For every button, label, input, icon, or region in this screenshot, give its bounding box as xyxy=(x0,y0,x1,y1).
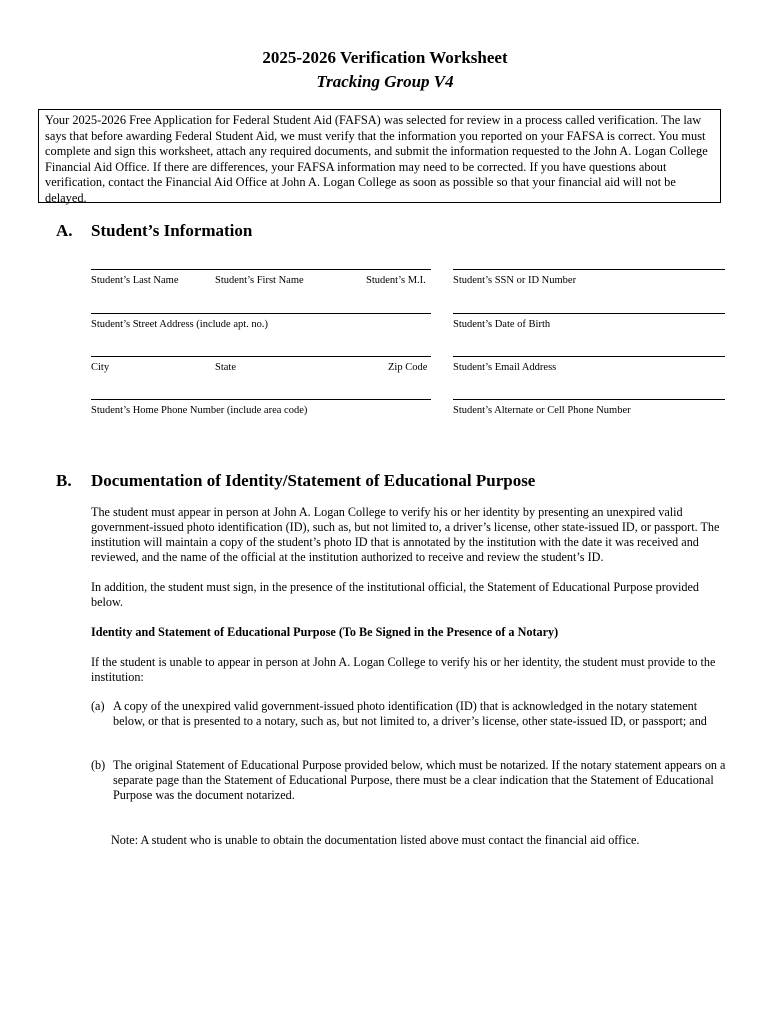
home-phone-input-line[interactable] xyxy=(91,399,431,400)
home-phone-label: Student’s Home Phone Number (include area code) xyxy=(91,405,308,416)
page-title: 2025-2026 Verification Worksheet xyxy=(262,48,508,67)
list-item-b-text: The original Statement of Educational Purpose provided below, which must be notarized. If the notary statement appears on a separate page than the Statement of Educational Purpose, there must be a clear indication that the Statement of Educational Purpose was the document notarized. xyxy=(113,758,726,802)
city-label: City xyxy=(91,362,110,373)
list-item-a-text: A copy of the unexpired valid government-issued photo identification (ID) that is acknowledged in the notary statement below, or that is presented to a notary, such as, but not limited to, a driver’s license, other state-issued ID, or passport; and xyxy=(113,699,707,728)
city-state-zip-input-line[interactable] xyxy=(91,356,431,357)
section-b-title: Documentation of Identity/Statement of Educational Purpose xyxy=(91,471,536,490)
section-a-title: Student’s Information xyxy=(91,221,253,240)
dob-label: Student’s Date of Birth xyxy=(453,319,551,330)
alt-phone-input-line[interactable] xyxy=(453,399,725,400)
name-input-line[interactable] xyxy=(91,269,431,270)
list-item-b xyxy=(91,758,731,803)
list-item-a-marker: (a) xyxy=(91,699,105,713)
identity-paragraph: The student must appear in person at John A. Logan College to verify his or her identity by presenting an unexpired valid government-issued photo identification (ID), such as, but not limited to, a driver’s license, other state-issued ID, or passport. The institution will maintain a copy of the student’s photo ID that is annotated by the institution with the date it was received and reviewed, and the name of the official at the institution authorized to receive and review the student’s ID. xyxy=(91,505,720,564)
section-a-heading xyxy=(0,221,770,241)
alt-phone-label: Student’s Alternate or Cell Phone Number xyxy=(453,405,631,416)
email-label: Student’s Email Address xyxy=(453,362,557,373)
list-item-b-marker: (b) xyxy=(91,758,106,772)
section-a-letter: A. xyxy=(56,221,73,240)
notary-subheading: Identity and Statement of Educational Purpose (To Be Signed in the Presence of a Notary) xyxy=(91,625,559,639)
ssn-input-line[interactable] xyxy=(453,269,725,270)
email-input-line[interactable] xyxy=(453,356,725,357)
page-subtitle: Tracking Group V4 xyxy=(316,72,454,91)
note-text: Note: A student who is unable to obtain the documentation listed above must contact the financial aid office. xyxy=(111,833,640,847)
zip-label: Zip Code xyxy=(388,362,428,373)
remote-paragraph: If the student is unable to appear in person at John A. Logan College to verify his or her identity, the student must provide to the institution: xyxy=(91,655,716,684)
dob-input-line[interactable] xyxy=(453,313,725,314)
section-b-heading xyxy=(0,471,770,491)
state-label: State xyxy=(215,362,236,373)
list-item-a xyxy=(91,699,731,729)
mi-label: Student’s M.I. xyxy=(366,275,426,286)
street-label: Student’s Street Address (include apt. no.) xyxy=(91,319,269,330)
section-b-letter: B. xyxy=(56,471,72,490)
first-name-label: Student’s First Name xyxy=(215,275,304,286)
street-input-line[interactable] xyxy=(91,313,431,314)
intro-box: Your 2025-2026 Free Application for Federal Student Aid (FAFSA) was selected for review in a process called verification. The law says that before awarding Federal Student Aid, we must verify that the information you reported on your FAFSA is correct. You must complete and sign this worksheet, attach any required documents, and submit the information requested to the John A. Logan College Financial Aid Office. If there are differences, your FAFSA information may need to be corrected. If you have questions about verification, contact the Financial Aid Office at John A. Logan College as soon as possible so that your financial aid will not be delayed. xyxy=(38,109,721,203)
ssn-label: Student’s SSN or ID Number xyxy=(453,275,577,286)
last-name-label: Student’s Last Name xyxy=(91,275,179,286)
statement-paragraph: In addition, the student must sign, in the presence of the institutional official, the Statement of Educational Purpose provided below. xyxy=(91,580,700,609)
